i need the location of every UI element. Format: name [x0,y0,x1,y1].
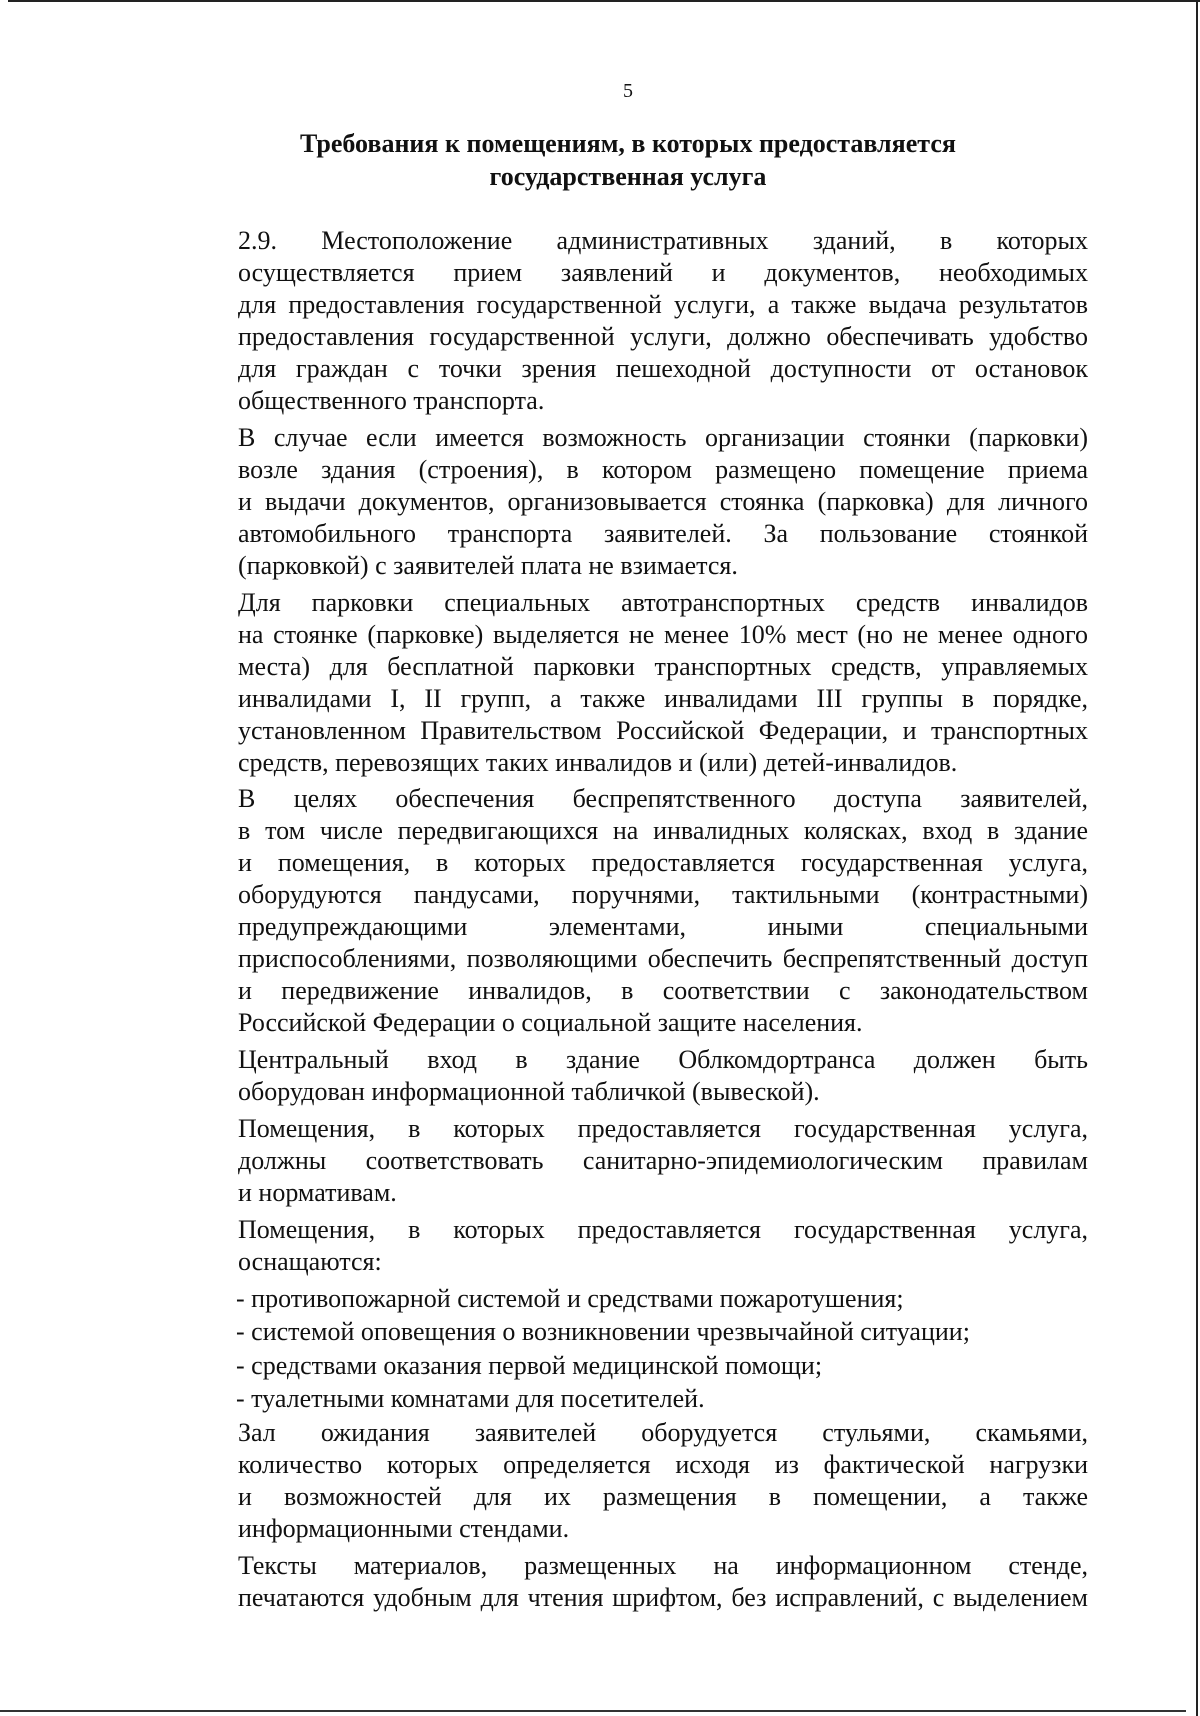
list-item: - системой оповещения о возникновении чрезвычайной ситуации; [236,1317,970,1347]
text-line: Для парковки специальных автотранспортных средств инвалидов [238,587,1088,617]
text-line: (парковкой) с заявителей плата не взимается. [238,550,738,580]
text-line: возле здания (строения), в котором размещено помещение приема [238,454,1088,484]
scan-right-edge [1196,0,1198,1716]
text-line: средств, перевозящих таких инвалидов и (или) детей-инвалидов. [238,747,958,777]
text-line: оснащаются: [238,1246,382,1276]
text-line: Центральный вход в здание Облкомдортранса должен быть [238,1045,1088,1075]
paragraph [168,1550,1088,1614]
paragraph-group [168,225,1088,1278]
text-line: и нормативам. [238,1177,397,1207]
text-line: В целях обеспечения беспрепятственного доступа заявителей, [238,784,1088,814]
list-item: - туалетными комнатами для посетителей. [236,1384,705,1414]
document-body [168,225,1088,1619]
text-line: установленном Правительством Российской Федерации, и транспортных [238,715,1088,745]
text-line: инвалидами I, II групп, а также инвалидами III группы в порядке, [238,683,1088,713]
text-line: печатаются удобным для чтения шрифтом, без исправлений, с выделением [238,1582,1088,1612]
equipment-list [168,1283,1088,1416]
text-line: оборудуются пандусами, поручнями, тактильными (контрастными) [238,880,1088,910]
paragraph [168,1113,1088,1209]
text-line: Помещения, в которых предоставляется государственная услуга, [238,1113,1088,1143]
text-line: количество которых определяется исходя из фактической нагрузки [238,1449,1088,1479]
text-line: предупреждающими элементами, иными специальными [238,912,1088,942]
text-line: осуществляется прием заявлений и документов, необходимых [238,258,1088,287]
list-item: - противопожарной системой и средствами пожаротушения; [236,1283,904,1313]
text-line: 2.9. Местоположение административных зданий, в которых [238,226,1088,255]
text-line: на стоянке (парковке) выделяется не менее 10% мест (но не менее одного [238,619,1088,649]
text-line: Российской Федерации о социальной защите населения. [238,1008,863,1038]
closing-paragraph-group [168,1417,1088,1614]
text-line: должны соответствовать санитарно-эпидемиологическим правилам [238,1145,1088,1175]
text-line: для предоставления государственной услуги, а также выдача результатов [238,290,1088,319]
text-line: и передвижение инвалидов, в соответствии с законодательством [238,976,1088,1006]
section-heading-line-1: Требования к помещениям, в которых предоставляется [300,129,956,158]
text-line: автомобильного транспорта заявителей. За пользование стоянкой [238,518,1088,548]
paragraph [168,1214,1088,1278]
page-number: 5 [623,80,633,102]
text-line: и помещения, в которых предоставляется государственная услуга, [238,848,1088,878]
section-heading-line-2: государственная услуга [489,162,767,191]
text-line: и возможностей для их размещения в помещении, а также [238,1481,1088,1511]
text-line: и выдачи документов, организовывается стоянка (парковка) для личного [238,486,1088,516]
text-line: места) для бесплатной парковки транспортных средств, управляемых [238,651,1088,681]
text-line: Зал ожидания заявителей оборудуется стульями, скамьями, [238,1417,1088,1447]
paragraph [168,1417,1088,1545]
text-line: приспособлениями, позволяющими обеспечить беспрепятственный доступ [238,944,1088,974]
scan-top-edge [8,0,1200,2]
text-line: оборудован информационной табличкой (вывеской). [238,1077,820,1107]
paragraph [168,587,1088,779]
paragraph [168,422,1088,582]
text-line: общественного транспорта. [238,386,545,415]
section-heading [0,127,1200,193]
text-line: Тексты материалов, размещенных на информационном стенде, [238,1550,1088,1580]
text-line: в том числе передвигающихся на инвалидных колясках, вход в здание [238,816,1088,846]
scan-bottom-edge [0,1710,1186,1712]
text-line: В случае если имеется возможность организации стоянки (парковки) [238,422,1088,452]
list-item: - средствами оказания первой медицинской помощи; [236,1350,823,1380]
paragraph [168,783,1088,1039]
text-line: предоставления государственной услуги, должно обеспечивать удобство [238,322,1088,351]
paragraph [168,225,1088,417]
text-line: информационными стендами. [238,1513,570,1543]
text-line: Помещения, в которых предоставляется государственная услуга, [238,1214,1088,1244]
text-line: для граждан с точки зрения пешеходной доступности от остановок [238,354,1088,383]
paragraph [168,1044,1088,1108]
